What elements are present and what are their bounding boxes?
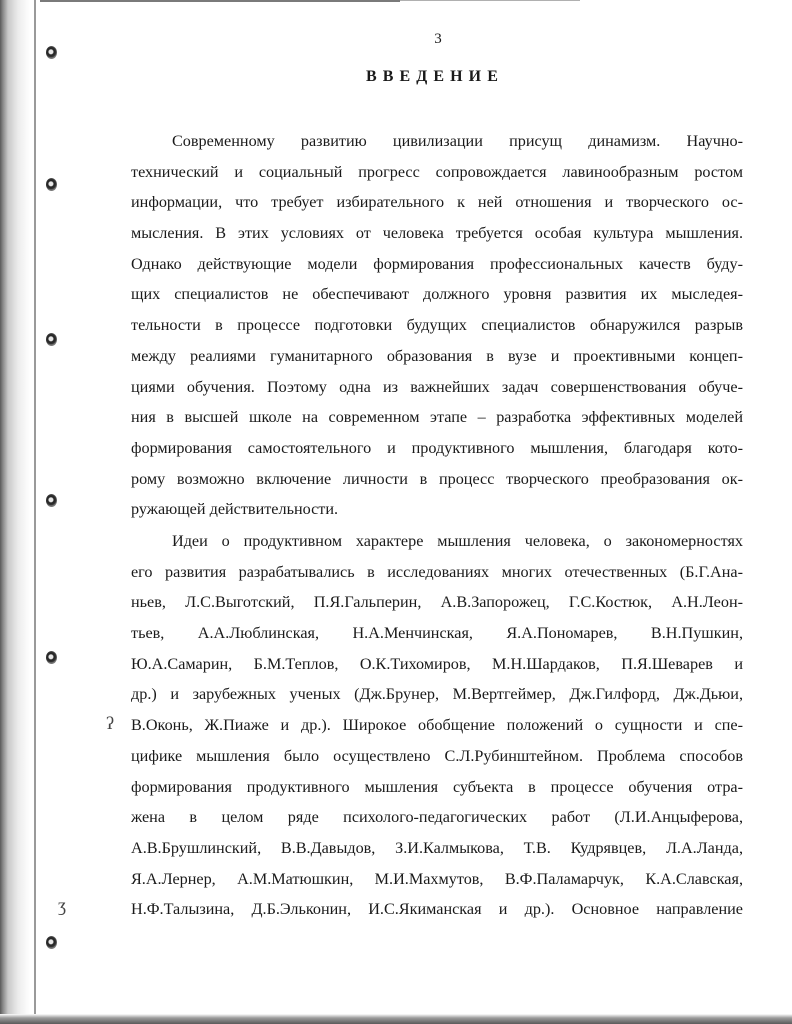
text-line: формирования продуктивного мышления субъекта в процессе обучения отра- bbox=[131, 777, 743, 796]
binding-hole bbox=[46, 46, 57, 59]
text-line: информации, что требует избирательного к ней отношения и творческого ос- bbox=[131, 193, 743, 212]
paragraph-2 bbox=[131, 526, 743, 925]
text-line: тьев, А.А.Люблинская, Н.А.Менчинская, Я.А.Пономарев, В.Н.Пушкин, bbox=[131, 624, 743, 643]
scan-edge-top bbox=[40, 0, 400, 2]
text-line: В.Оконь, Ж.Пиаже и др.). Широкое обобщение положений о сущности и спе- bbox=[131, 716, 743, 735]
text-line: щих специалистов не обеспечивают должного уровня развития их мыследея- bbox=[131, 285, 743, 304]
binding-hole bbox=[46, 178, 57, 191]
text-line: др.) и зарубежных ученых (Дж.Брунер, М.Вертгеймер, Дж.Гилфорд, Дж.Дьюи, bbox=[131, 685, 743, 704]
text-line: тельности в процессе подготовки будущих специалистов обнаружился разрыв bbox=[131, 316, 743, 335]
page-number: 3 bbox=[434, 31, 442, 47]
pencil-mark: ʒ bbox=[58, 895, 66, 915]
text-line: формирования самостоятельного и продуктивного мышления, благодаря кото- bbox=[131, 438, 743, 457]
pencil-mark: ʔ bbox=[106, 713, 114, 733]
text-line: технический и социальный прогресс сопровождается лавинообразным ростом bbox=[131, 162, 743, 181]
scan-edge-bottom bbox=[0, 1014, 792, 1024]
text-line: Идеи о продуктивном характере мышления человека, о закономерностях bbox=[172, 532, 743, 550]
binding-hole bbox=[46, 936, 57, 949]
text-line: его развития разрабатывались в исследованиях многих отечественных (Б.Г.Ана- bbox=[131, 562, 743, 581]
scan-edge-top-faint bbox=[400, 0, 580, 1]
text-line: цифике мышления было осуществлено С.Л.Рубинштейном. Проблема способов bbox=[131, 746, 743, 765]
text-line: рому возможно включение личности в процесс творческого преобразования ок- bbox=[131, 469, 743, 488]
paragraph-1 bbox=[131, 126, 743, 525]
text-line: циями обучения. Поэтому одна из важнейших задач совершенствования обуче- bbox=[131, 377, 743, 396]
section-title: ВВЕДЕНИЕ bbox=[366, 68, 504, 85]
text-line: Ю.А.Самарин, Б.М.Теплов, О.К.Тихомиров, М.Н.Шардаков, П.Я.Шеварев и bbox=[131, 654, 743, 673]
binding-hole bbox=[46, 494, 57, 507]
text-line: жена в целом ряде психолого-педагогических работ (Л.И.Анцыферова, bbox=[131, 808, 743, 827]
text-line: между реалиями гуманитарного образования в вузе и проективными концеп- bbox=[131, 346, 743, 365]
text-line: А.В.Брушлинский, В.В.Давыдов, З.И.Калмыкова, Т.В. Кудрявцев, Л.А.Ланда, bbox=[131, 838, 743, 857]
text-line: ния в высшей школе на современном этапе – разработка эффективных моделей bbox=[131, 408, 743, 427]
text-line: мысления. В этих условиях от человека требуется особая культура мышления. bbox=[131, 224, 743, 243]
scan-margin-line bbox=[34, 0, 36, 1024]
text-line: ружающей действительности. bbox=[131, 500, 339, 519]
text-line: Однако действующие модели формирования профессиональных качеств буду- bbox=[131, 254, 743, 273]
binding-hole bbox=[46, 651, 57, 664]
text-line: ньев, Л.С.Выготский, П.Я.Гальперин, А.В.Запорожец, Г.С.Костюк, А.Н.Леон- bbox=[131, 593, 743, 612]
text-line: Я.А.Лернер, А.М.Матюшкин, М.И.Махмутов, В.Ф.Паламарчук, К.А.Славская, bbox=[131, 869, 743, 888]
binding-hole bbox=[46, 333, 57, 346]
text-line: Современному развитию цивилизации присущ динамизм. Научно- bbox=[172, 132, 743, 150]
text-line: Н.Ф.Талызина, Д.Б.Эльконин, И.С.Якиманская и др.). Основное направление bbox=[131, 900, 743, 919]
